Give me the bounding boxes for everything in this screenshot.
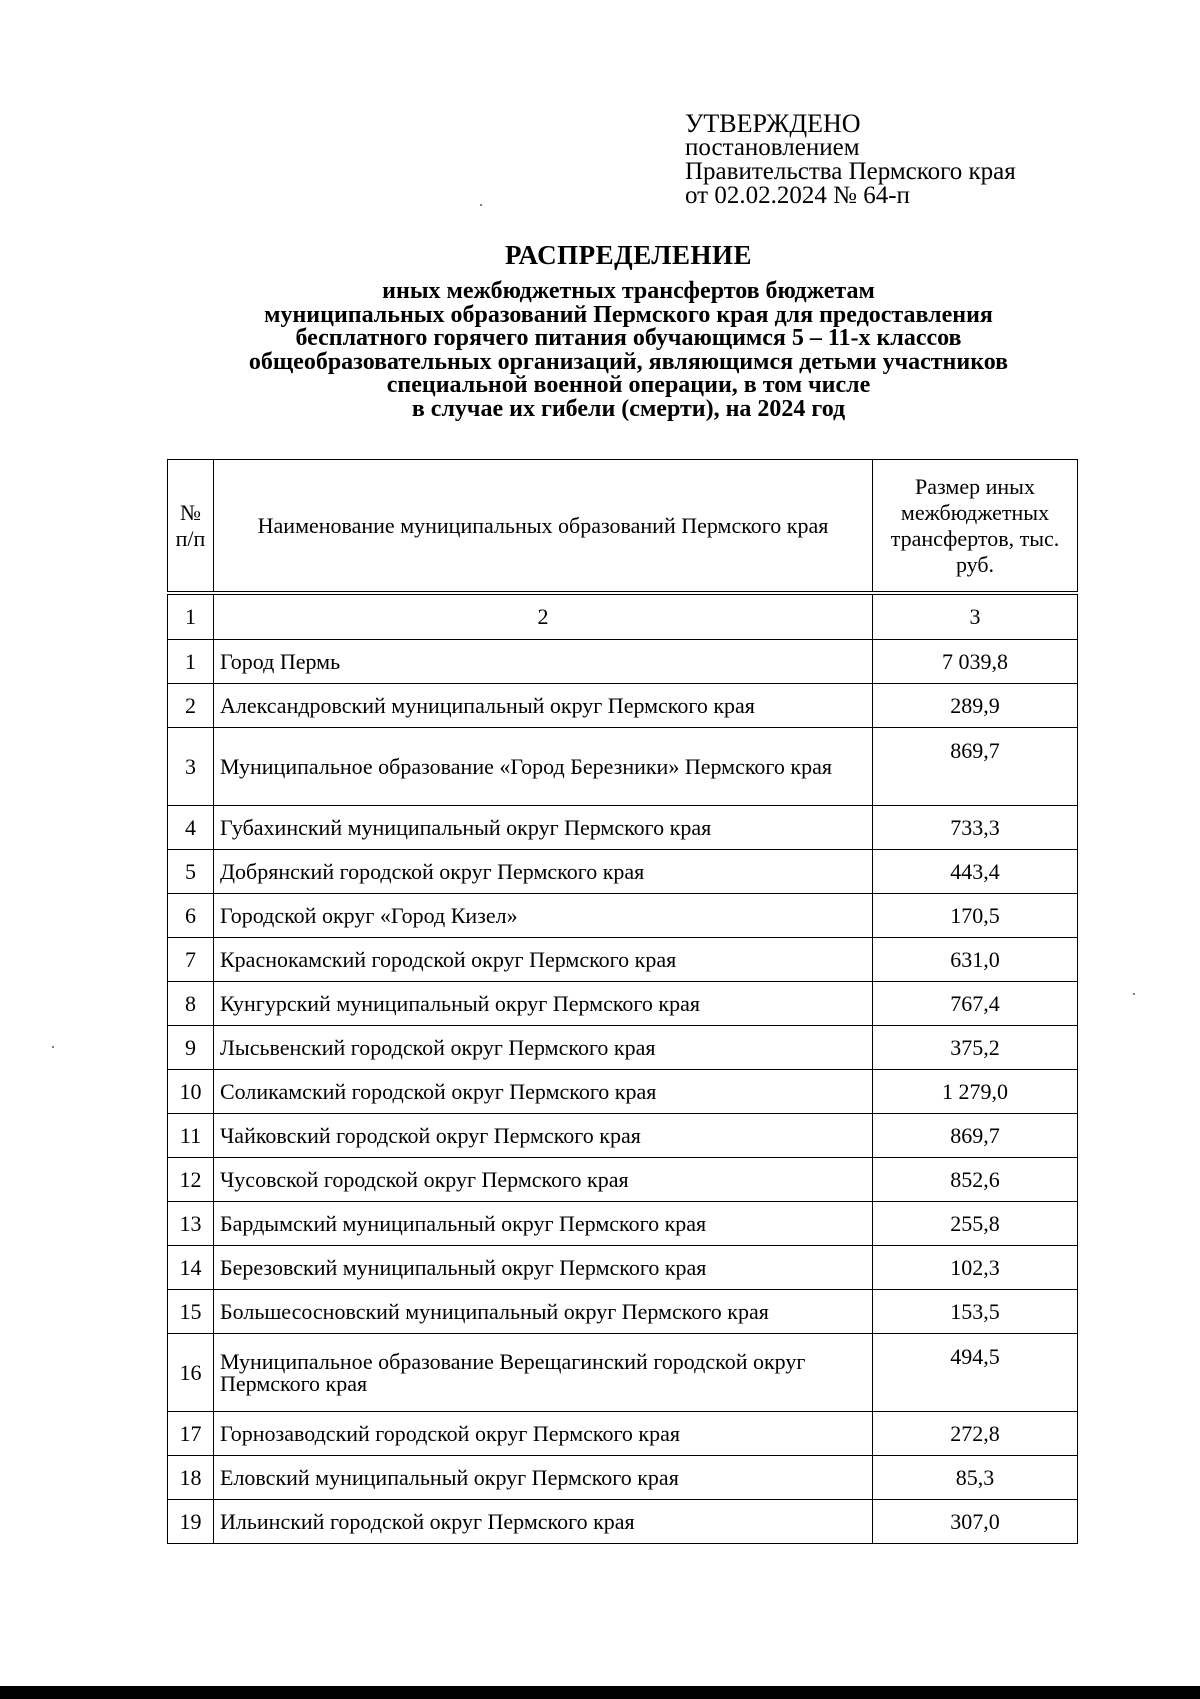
table-row (168, 850, 1078, 894)
transfer-amount: 767,4 (873, 982, 1078, 1026)
table-row (168, 1114, 1078, 1158)
allocation-table (167, 459, 1078, 1544)
table-row (168, 1026, 1078, 1070)
row-number: 6 (168, 894, 214, 938)
table-row (168, 640, 1078, 684)
municipality-name: Муниципальное образование Верещагинский городской округ Пермского края (214, 1334, 873, 1412)
approval-stamp (685, 109, 1016, 209)
municipality-name: Кунгурский муниципальный округ Пермского края (214, 982, 873, 1026)
transfer-amount: 7 039,8 (873, 640, 1078, 684)
document-title: РАСПРЕДЕЛЕНИЕ (504, 240, 753, 270)
transfer-amount: 272,8 (873, 1412, 1078, 1456)
municipality-name: Губахинский муниципальный округ Пермского края (214, 806, 873, 850)
approval-line-3: от 02.02.2024 № 64-п (685, 182, 910, 209)
municipality-name: Город Пермь (214, 640, 873, 684)
subtitle-line: бесплатного горячего питания обучающимся 5 – 11-х классов (295, 325, 962, 351)
table-row (168, 1500, 1078, 1544)
row-number: 13 (168, 1202, 214, 1246)
table-row (168, 1290, 1078, 1334)
subtitle-line: специальной военной операции, в том числе (386, 372, 871, 398)
transfer-amount: 869,7 (873, 728, 1078, 806)
transfer-amount: 852,6 (873, 1158, 1078, 1202)
municipality-name: Бардымский муниципальный округ Пермского края (214, 1202, 873, 1246)
scan-speck (480, 204, 482, 206)
transfer-amount: 443,4 (873, 850, 1078, 894)
subtitle-line: иных межбюджетных трансфертов бюджетам (382, 278, 875, 304)
municipality-name: Ильинский городской округ Пермского края (214, 1500, 873, 1544)
transfer-amount: 1 279,0 (873, 1070, 1078, 1114)
municipality-name: Соликамский городской округ Пермского края (214, 1070, 873, 1114)
transfer-amount: 255,8 (873, 1202, 1078, 1246)
scan-edge-bar (0, 1686, 1200, 1699)
row-number: 17 (168, 1412, 214, 1456)
table-row (168, 1334, 1078, 1412)
approval-line-2: Правительства Пермского края (685, 158, 1016, 185)
scan-speck (1133, 993, 1135, 995)
table-row (168, 728, 1078, 806)
subtitle-line: в случае их гибели (смерти), на 2024 год (411, 395, 846, 422)
row-number: 10 (168, 1070, 214, 1114)
table-header-row (168, 460, 1078, 594)
transfer-amount: 153,5 (873, 1290, 1078, 1334)
transfer-amount: 494,5 (873, 1334, 1078, 1412)
transfer-amount: 170,5 (873, 894, 1078, 938)
row-number: 1 (168, 640, 214, 684)
municipality-name: Березовский муниципальный округ Пермского края (214, 1246, 873, 1290)
row-number: 12 (168, 1158, 214, 1202)
table-row (168, 1158, 1078, 1202)
transfer-amount: 375,2 (873, 1026, 1078, 1070)
column-number: 1 (168, 593, 214, 640)
row-number: 16 (168, 1334, 214, 1412)
transfer-amount: 869,7 (873, 1114, 1078, 1158)
table-row (168, 1412, 1078, 1456)
column-number: 3 (873, 593, 1078, 640)
table-row (168, 894, 1078, 938)
row-number: 11 (168, 1114, 214, 1158)
row-number: 2 (168, 684, 214, 728)
row-number: 7 (168, 938, 214, 982)
table-row (168, 1202, 1078, 1246)
document-subtitle (150, 280, 1107, 421)
municipality-name: Горнозаводский городской округ Пермского края (214, 1412, 873, 1456)
row-number: 14 (168, 1246, 214, 1290)
table-row (168, 938, 1078, 982)
row-number: 3 (168, 728, 214, 806)
municipality-name: Чайковский городской округ Пермского края (214, 1114, 873, 1158)
transfer-amount: 631,0 (873, 938, 1078, 982)
row-number: 9 (168, 1026, 214, 1070)
transfer-amount: 102,3 (873, 1246, 1078, 1290)
municipality-name: Александровский муниципальный округ Пермского края (214, 684, 873, 728)
approval-line-1: постановлением (685, 134, 860, 161)
header-name: Наименование муниципальных образований Пермского края (214, 460, 873, 594)
municipality-name: Городской округ «Город Кизел» (214, 894, 873, 938)
approval-title: УТВЕРЖДЕНО (685, 109, 861, 138)
header-value: Размер иных межбюджетных трансфертов, тыс. руб. (873, 460, 1078, 594)
row-number: 19 (168, 1500, 214, 1544)
transfer-amount: 85,3 (873, 1456, 1078, 1500)
municipality-name: Большесосновский муниципальный округ Пермского края (214, 1290, 873, 1334)
table-row (168, 1246, 1078, 1290)
column-number-row (168, 593, 1078, 640)
row-number: 15 (168, 1290, 214, 1334)
table-row (168, 806, 1078, 850)
transfer-amount: 289,9 (873, 684, 1078, 728)
transfer-amount: 733,3 (873, 806, 1078, 850)
header-num: № п/п (168, 460, 214, 594)
municipality-name: Еловский муниципальный округ Пермского края (214, 1456, 873, 1500)
municipality-name: Краснокамский городской округ Пермского края (214, 938, 873, 982)
municipality-name: Добрянский городской округ Пермского края (214, 850, 873, 894)
row-number: 8 (168, 982, 214, 1026)
municipality-name: Чусовской городской округ Пермского края (214, 1158, 873, 1202)
municipality-name: Муниципальное образование «Город Березники» Пермского края (214, 728, 873, 806)
table-row (168, 684, 1078, 728)
row-number: 4 (168, 806, 214, 850)
table-row (168, 982, 1078, 1026)
scan-speck (52, 1046, 54, 1048)
row-number: 5 (168, 850, 214, 894)
subtitle-line: общеобразовательных организаций, являющимся детьми участников (248, 348, 1009, 375)
table-row (168, 1456, 1078, 1500)
column-number: 2 (214, 593, 873, 640)
transfer-amount: 307,0 (873, 1500, 1078, 1544)
row-number: 18 (168, 1456, 214, 1500)
municipality-name: Лысьвенский городской округ Пермского края (214, 1026, 873, 1070)
subtitle-line: муниципальных образований Пермского края для предоставления (264, 301, 993, 328)
table-row (168, 1070, 1078, 1114)
